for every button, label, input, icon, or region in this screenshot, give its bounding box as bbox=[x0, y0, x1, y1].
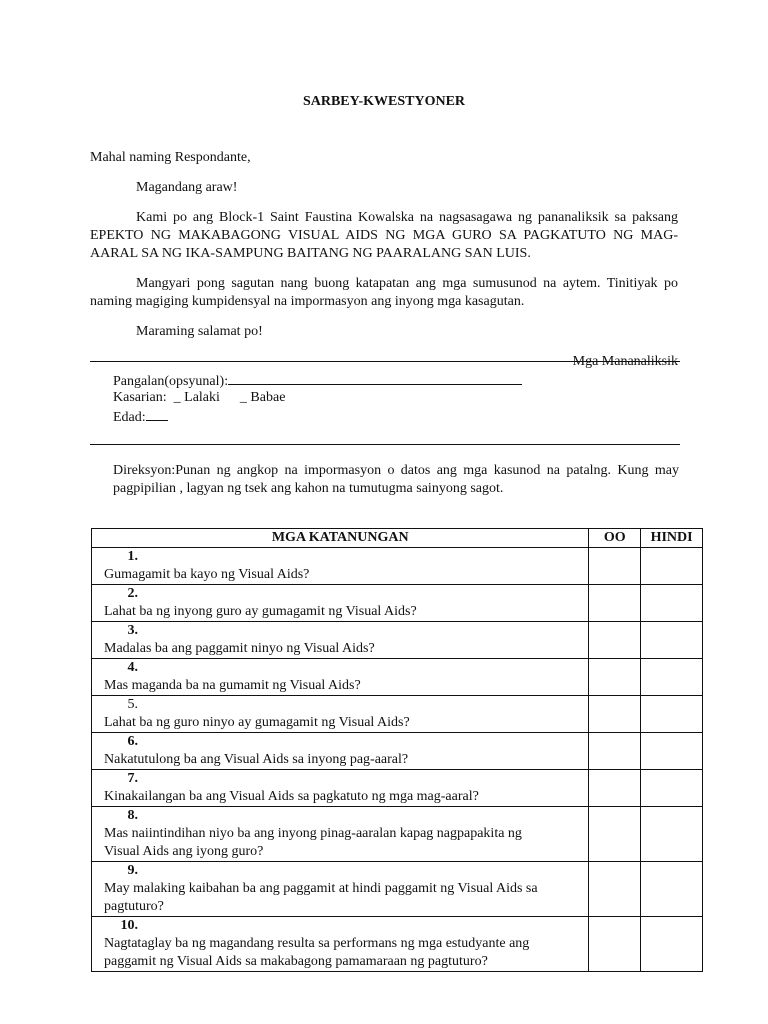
question-cell bbox=[92, 862, 589, 917]
table-row bbox=[92, 622, 703, 659]
document-title: SARBEY-KWESTYONER bbox=[302, 94, 466, 109]
female-option[interactable]: _ Babae bbox=[239, 390, 286, 405]
table-row bbox=[92, 659, 703, 696]
question-cell bbox=[92, 733, 589, 770]
table-header-row bbox=[92, 529, 703, 548]
questions-body bbox=[92, 548, 703, 972]
male-option[interactable]: _ Lalaki bbox=[173, 390, 220, 405]
table-row bbox=[92, 807, 703, 862]
question-text: Kinakailangan ba ang Visual Aids sa pagkatuto ng mga mag-aaral? bbox=[104, 789, 479, 804]
divider-bottom bbox=[90, 444, 680, 445]
cover-letter bbox=[90, 149, 678, 371]
question-number: 2. bbox=[127, 586, 138, 601]
answer-no-box[interactable] bbox=[641, 585, 703, 622]
question-number: 9. bbox=[127, 863, 138, 878]
question-cell bbox=[92, 770, 589, 807]
age-label: Edad: bbox=[113, 410, 146, 425]
question-text: May malaking kaibahan ba ang paggamit at hindi paggamit ng Visual Aids sa pagtuturo? bbox=[104, 881, 538, 914]
answer-no-box[interactable] bbox=[641, 917, 703, 972]
answer-no-box[interactable] bbox=[641, 696, 703, 733]
question-number: 10. bbox=[120, 918, 138, 933]
question-number: 5. bbox=[127, 697, 138, 712]
table-row bbox=[92, 733, 703, 770]
table-row bbox=[92, 585, 703, 622]
name-field[interactable] bbox=[228, 371, 522, 385]
answer-yes-box[interactable] bbox=[589, 548, 641, 585]
table-row bbox=[92, 696, 703, 733]
question-text: Mas naiintindihan niyo ba ang inyong pinag-aaralan kapag nagpapakita ng Visual Aids ang iyong guro? bbox=[104, 826, 522, 859]
answer-no-box[interactable] bbox=[641, 659, 703, 696]
answer-yes-box[interactable] bbox=[589, 917, 641, 972]
question-number: 1. bbox=[127, 549, 138, 564]
header-questions: MGA KATANUNGAN bbox=[92, 529, 589, 548]
question-number: 7. bbox=[127, 771, 138, 786]
question-cell bbox=[92, 696, 589, 733]
table-row bbox=[92, 548, 703, 585]
thanks-line: Maraming salamat po! bbox=[136, 324, 263, 339]
question-text: Madalas ba ang paggamit ninyo ng Visual Aids? bbox=[104, 641, 375, 656]
request-paragraph: Mangyari pong sagutan nang buong katapatan ang mga sumusunod na aytem. Tinitiyak po naming magiging kumpidensyal na impormasyon ang inyong mga kasagutan. bbox=[90, 276, 678, 309]
sex-row bbox=[113, 389, 673, 407]
signature: Mga Mananaliksik bbox=[572, 354, 678, 369]
question-cell bbox=[92, 622, 589, 659]
question-number: 6. bbox=[127, 734, 138, 749]
question-text: Nakatutulong ba ang Visual Aids sa inyong pag-aaral? bbox=[104, 752, 409, 767]
question-text: Nagtataglay ba ng magandang resulta sa performans ng mga estudyante ang paggamit ng Visual Aids sa makabagong pamamaraan ng pagtuturo? bbox=[104, 936, 530, 969]
salutation: Mahal naming Respondante, bbox=[90, 150, 251, 165]
header-no: HINDI bbox=[641, 529, 703, 548]
question-cell bbox=[92, 807, 589, 862]
table-row bbox=[92, 862, 703, 917]
answer-yes-box[interactable] bbox=[589, 807, 641, 862]
answer-yes-box[interactable] bbox=[589, 585, 641, 622]
question-cell bbox=[92, 585, 589, 622]
question-cell bbox=[92, 659, 589, 696]
question-number: 3. bbox=[127, 623, 138, 638]
answer-yes-box[interactable] bbox=[589, 622, 641, 659]
answer-no-box[interactable] bbox=[641, 862, 703, 917]
answer-no-box[interactable] bbox=[641, 770, 703, 807]
question-text: Lahat ba ng inyong guro ay gumagamit ng Visual Aids? bbox=[104, 604, 417, 619]
intro-paragraph: Kami po ang Block-1 Saint Faustina Kowalska na nagsasagawa ng pananaliksik sa paksang EPEKTO NG MAKABAGONG VISUAL AIDS NG MGA GURO SA PAGKATUTO NG MAG-AARAL SA NG IKA-SAMPUNG BAITANG NG PAARALANG SAN LUIS. bbox=[90, 210, 678, 261]
question-cell bbox=[92, 917, 589, 972]
question-text: Lahat ba ng guro ninyo ay gumagamit ng Visual Aids? bbox=[104, 715, 410, 730]
answer-yes-box[interactable] bbox=[589, 862, 641, 917]
question-number: 4. bbox=[127, 660, 138, 675]
name-row bbox=[113, 371, 673, 389]
question-text: Mas maganda ba na gumamit ng Visual Aids? bbox=[104, 678, 361, 693]
answer-no-box[interactable] bbox=[641, 807, 703, 862]
answer-yes-box[interactable] bbox=[589, 770, 641, 807]
directions: Direksyon:Punan ng angkop na impormasyon o datos ang mga kasunod na patalng. Kung may pagpipilian , lagyan ng tsek ang kahon na tumutugma sainyong sagot. bbox=[113, 463, 679, 496]
sex-label: Kasarian: bbox=[113, 390, 167, 405]
question-cell bbox=[92, 548, 589, 585]
questions-table bbox=[91, 528, 703, 972]
answer-yes-box[interactable] bbox=[589, 659, 641, 696]
question-number: 8. bbox=[127, 808, 138, 823]
table-row bbox=[92, 917, 703, 972]
answer-yes-box[interactable] bbox=[589, 733, 641, 770]
age-row bbox=[113, 407, 673, 425]
answer-no-box[interactable] bbox=[641, 548, 703, 585]
greeting: Magandang araw! bbox=[136, 180, 238, 195]
table-row bbox=[92, 770, 703, 807]
age-field[interactable] bbox=[146, 407, 168, 421]
divider-top bbox=[90, 361, 680, 362]
question-text: Gumagamit ba kayo ng Visual Aids? bbox=[104, 567, 310, 582]
name-label: Pangalan(opsyunal): bbox=[113, 374, 229, 389]
header-yes: OO bbox=[589, 529, 641, 548]
answer-no-box[interactable] bbox=[641, 622, 703, 659]
answer-no-box[interactable] bbox=[641, 733, 703, 770]
answer-yes-box[interactable] bbox=[589, 696, 641, 733]
respondent-info bbox=[113, 371, 673, 425]
